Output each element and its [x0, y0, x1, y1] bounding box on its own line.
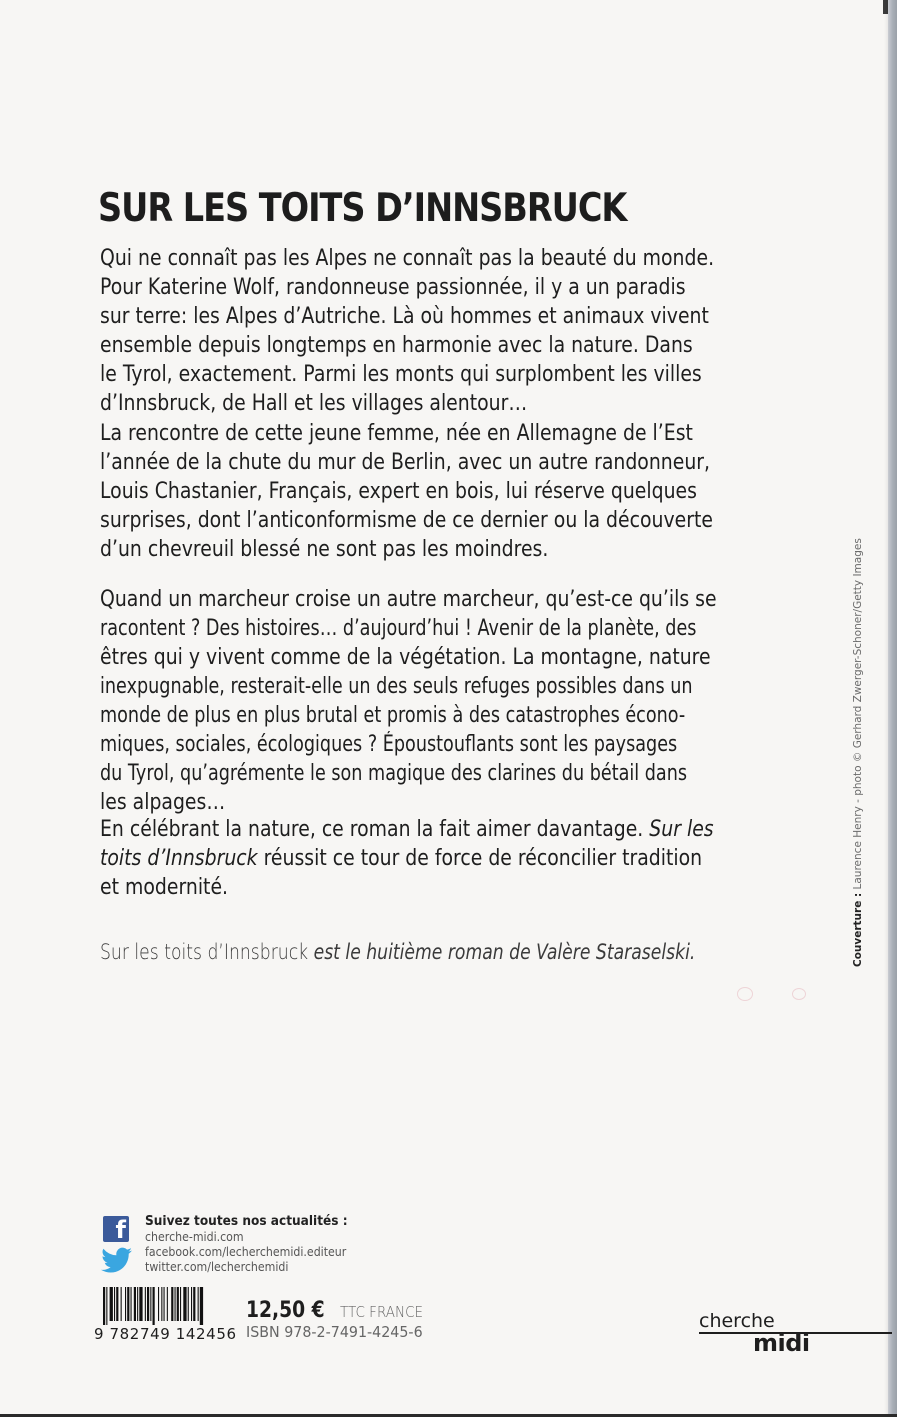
blurb-line: l’année de la chute du mur de Berlin, avec un autre randonneur, — [100, 450, 711, 475]
barcode-digits: 9 782749 142456 — [94, 1325, 237, 1343]
isbn: ISBN 978-2-7491-4245-6 — [246, 1323, 423, 1341]
blurb-line: racontent ? Des histoires… d’aujourd’hui ! Avenir de la planète, des — [100, 616, 697, 641]
barcode-bar — [200, 1287, 203, 1325]
barcode-bar — [137, 1287, 138, 1321]
barcode-bar — [193, 1287, 195, 1321]
facebook-icon[interactable]: f — [103, 1216, 129, 1242]
barcode-bar — [167, 1287, 168, 1321]
barcode-bar — [188, 1287, 189, 1321]
barcode-bar — [114, 1287, 115, 1321]
stain-mark — [792, 988, 806, 1000]
cover-credit-label: Couverture : — [852, 892, 864, 967]
barcode-bar — [183, 1287, 186, 1321]
blurb-text: et modernité. — [100, 875, 229, 900]
barcode-bar — [158, 1287, 159, 1321]
barcode-bar — [116, 1287, 118, 1321]
price: 12,50 € — [246, 1298, 325, 1323]
barcode-bar — [180, 1287, 181, 1321]
italic-title: Sur les — [649, 817, 714, 842]
publisher-logo — [699, 1310, 895, 1360]
book-title: SUR LES TOITS D’INNSBRUCK — [98, 186, 627, 231]
blurb-line: inexpugnable, resterait-elle un des seuls refuges possibles dans un — [100, 674, 693, 699]
barcode-bar — [153, 1287, 155, 1325]
barcode-bar — [147, 1287, 149, 1321]
barcode-bar — [145, 1287, 146, 1321]
blurb-line: êtres qui y vivent comme de la végétation. La montagne, nature — [100, 645, 711, 670]
blurb-line: La rencontre de cette jeune femme, née en Allemagne de l’Est — [100, 421, 693, 446]
barcode-bar — [161, 1287, 162, 1321]
stain-mark — [737, 987, 753, 1001]
barcode-bar — [125, 1287, 126, 1321]
blurb-line: d’un chevreuil blessé ne sont pas les moindres. — [100, 537, 549, 562]
price-suffix: TTC FRANCE — [340, 1303, 424, 1321]
twitter-link[interactable]: twitter.com/lecherchemidi — [145, 1259, 289, 1274]
barcode-bar — [103, 1287, 105, 1325]
twitter-icon[interactable] — [101, 1247, 133, 1273]
social-heading: Suivez toutes nos actualités : — [145, 1213, 348, 1229]
barcode-bar — [177, 1287, 179, 1321]
website-link[interactable]: cherche-midi.com — [145, 1229, 244, 1244]
blurb-line: les alpages… — [100, 790, 226, 815]
barcode-bar — [191, 1287, 192, 1321]
spine-edge — [888, 0, 897, 1417]
barcode-bar — [131, 1287, 132, 1321]
blurb-line: Quand un marcheur croise un autre marcheur, qu’est-ce qu’ils se — [100, 587, 717, 612]
italic-title: toits d’Innsbruck — [100, 846, 258, 871]
facebook-link[interactable]: facebook.com/lecherchemidi.editeur — [145, 1244, 347, 1259]
blurb-line: Pour Katerine Wolf, randonneuse passionnée, il y a un paradis — [100, 275, 686, 300]
cover-credit — [852, 538, 864, 967]
blurb-text: réussit ce tour de force de réconcilier tradition — [257, 846, 703, 871]
barcode-bar — [150, 1287, 151, 1321]
barcode-bar — [106, 1287, 107, 1325]
blurb-line — [100, 873, 228, 902]
blurb-line: ensemble depuis longtemps en harmonie avec la nature. Dans — [100, 333, 693, 358]
barcode-bar — [139, 1287, 142, 1321]
blurb-line: du Tyrol, qu’agrémente le son magique des clarines du bétail dans — [100, 761, 688, 786]
blurb-line: sur terre: les Alpes d’Autriche. Là où hommes et animaux vivent — [100, 304, 709, 329]
blurb-line: monde de plus en plus brutal et promis à des catastrophes écono- — [100, 703, 686, 728]
cover-credit-text: Laurence Henry - photo © Gerhard Zwerger-Schoner/Getty Images — [852, 538, 864, 893]
barcode-bar — [127, 1287, 129, 1321]
author-note-rest: est le huitième roman de Valère Staraselski. — [308, 940, 696, 964]
author-note-title: Sur les toits d’Innsbruck — [100, 940, 309, 964]
barcode-bar — [198, 1287, 199, 1321]
author-note — [100, 940, 695, 964]
barcode-bar — [175, 1287, 176, 1321]
blurb-line: Louis Chastanier, Français, expert en bois, lui réserve quelques — [100, 479, 697, 504]
barcode-bar — [171, 1287, 173, 1321]
barcode — [103, 1287, 235, 1325]
blurb-text: En célébrant la nature, ce roman la fait aimer davantage. — [100, 817, 650, 842]
blurb-line — [100, 815, 714, 844]
blurb-line: le Tyrol, exactement. Parmi les monts qui surplombent les villes — [100, 362, 702, 387]
barcode-bar — [134, 1287, 136, 1321]
blurb-line: surprises, dont l’anticonformisme de ce dernier ou la découverte — [100, 508, 713, 533]
logo-cherche: cherche — [699, 1310, 775, 1332]
blurb-line: Qui ne connaît pas les Alpes ne connaît pas la beauté du monde. — [100, 246, 715, 271]
blurb-line: d’Innsbruck, de Hall et les villages alentour… — [100, 391, 528, 416]
barcode-bar — [164, 1287, 165, 1321]
barcode-bar — [110, 1287, 113, 1321]
logo-midi: midi — [753, 1329, 810, 1357]
barcode-bar — [121, 1287, 122, 1321]
blurb-line — [100, 844, 702, 873]
blurb-line: miques, sociales, écologiques ? Époustouflants sont les paysages — [100, 732, 678, 757]
